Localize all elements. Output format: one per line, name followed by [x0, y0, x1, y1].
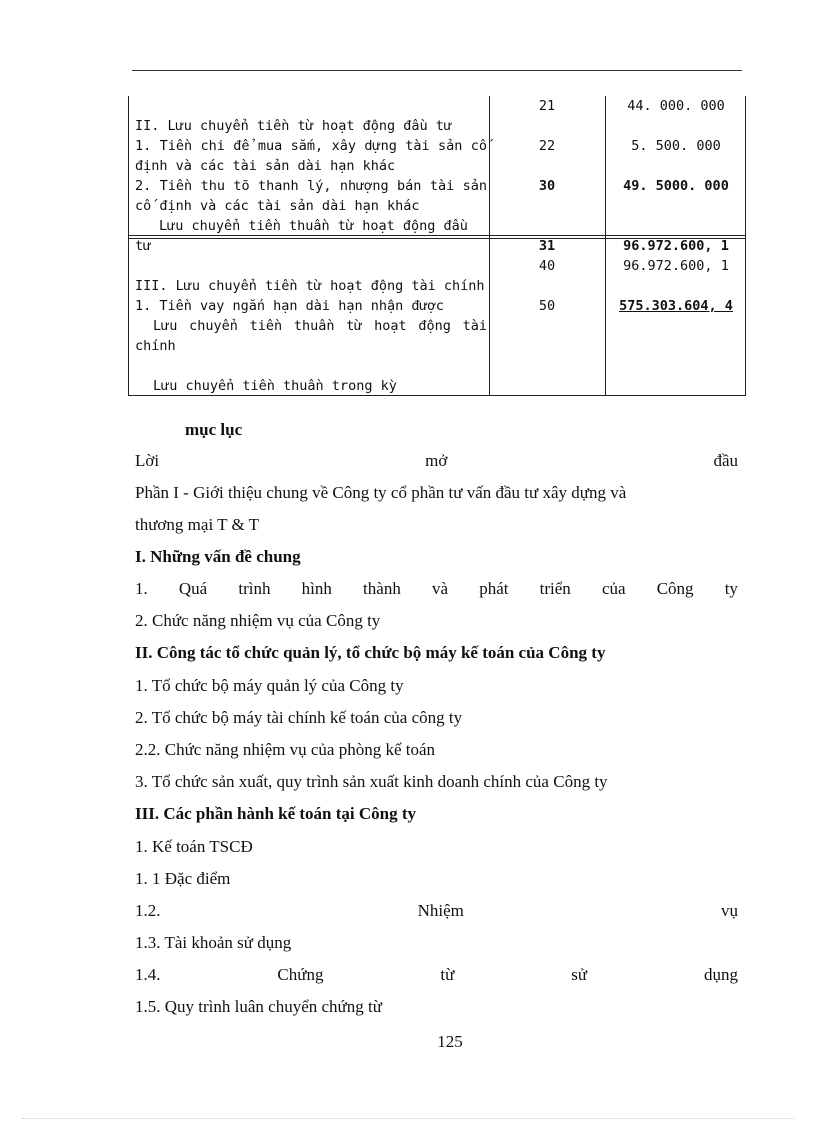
- toc-heading: mục lục: [185, 420, 243, 439]
- toc-word: từ: [440, 965, 455, 984]
- toc-word: 1.2.: [135, 901, 161, 920]
- toc-word: sử: [571, 965, 588, 984]
- table-cell-description: Lưu chuyển tiền thuần từ hoạt động tài chính: [135, 318, 487, 354]
- cash-flow-table: [128, 96, 746, 396]
- table-cell-code: 31: [538, 238, 556, 254]
- toc-word: Lời: [135, 451, 160, 470]
- toc-word: 1.4.: [135, 965, 161, 984]
- toc-word: Quá: [178, 579, 208, 598]
- toc-word: 1.: [135, 579, 148, 598]
- toc-section-3: III. Các phần hành kế toán tại Công ty: [135, 804, 417, 823]
- toc-section-3-item-3: [135, 899, 738, 923]
- toc-word: Chứng: [277, 965, 324, 984]
- toc-section-1-item-1: [135, 577, 738, 601]
- toc-section-3-item-6: 1.5. Quy trình luân chuyển chứng từ: [135, 997, 382, 1016]
- table-cell-description: 1. Tiền chi để mua sắm, xây dựng tài sản cố định và các tài sản dài hạn khác: [135, 138, 487, 174]
- toc-word: mở: [425, 451, 448, 470]
- table-cell-code: 50: [538, 298, 556, 314]
- toc-word: và: [431, 579, 449, 598]
- toc-word: ty: [724, 579, 738, 598]
- toc-section-3-item-2: 1. 1 Đặc điểm: [135, 869, 231, 888]
- toc-section-1: I. Những vấn đề chung: [135, 547, 301, 566]
- table-cell-description: Lưu chuyển tiền thuần từ hoạt động đầu: [159, 218, 468, 234]
- table-cell-description: Lưu chuyển tiền thuần trong kỳ: [153, 378, 397, 394]
- toc-part1-line2: thương mại T & T: [135, 515, 259, 534]
- toc-word: triển: [539, 579, 571, 598]
- table-border-left: [128, 96, 129, 396]
- toc-section-3-item-1: 1. Kế toán TSCĐ: [135, 837, 253, 856]
- table-cell-amount: 44. 000. 000: [627, 98, 725, 114]
- toc-word: trình: [238, 579, 271, 598]
- table-cell-code: 40: [538, 258, 556, 274]
- toc-word: thành: [363, 579, 401, 598]
- toc-word: dụng: [703, 965, 738, 984]
- table-cell-description: II. Lưu chuyển tiền từ hoạt động đầu tư: [135, 118, 452, 134]
- table-cell-code: 22: [538, 138, 556, 154]
- page-bottom-rule: [22, 1118, 794, 1119]
- table-cell-amount: 5. 500. 000: [631, 138, 721, 154]
- page-number: 125: [437, 1032, 463, 1051]
- toc-intro: [135, 449, 738, 473]
- toc-word: Công: [656, 579, 694, 598]
- toc-word: hình: [301, 579, 332, 598]
- toc-section-3-item-4: 1.3. Tài khoản sử dụng: [135, 933, 292, 952]
- toc-section-2: II. Công tác tổ chức quản lý, tổ chức bộ máy kế toán của Công ty: [135, 643, 606, 662]
- toc-word: Nhiệm: [417, 901, 464, 920]
- table-cell-description: 1. Tiền vay ngắn hạn dài hạn nhận được: [135, 298, 444, 314]
- table-cell-description: tư: [135, 238, 152, 254]
- table-cell-amount: 575.303.604, 4: [619, 298, 733, 314]
- toc-section-2-item-2: 2. Tổ chức bộ máy tài chính kế toán của công ty: [135, 708, 463, 727]
- toc-section-2-item-4: 3. Tổ chức sản xuất, quy trình sản xuất kinh doanh chính của Công ty: [135, 772, 608, 791]
- header-rule: [132, 70, 742, 71]
- table-cell-description: III. Lưu chuyển tiền từ hoạt động tài chính: [135, 278, 485, 294]
- table-cell-amount: 96.972.600, 1: [623, 258, 729, 274]
- table-cell-code: 30: [538, 178, 556, 194]
- table-cell-code: 21: [538, 98, 556, 114]
- toc-part1-line1: Phần I - Giới thiệu chung về Công ty cổ phần tư vấn đầu tư xây dựng và: [135, 483, 627, 502]
- toc-section-1-item-2: 2. Chức năng nhiệm vụ của Công ty: [135, 611, 381, 630]
- toc-section-2-item-1: 1. Tổ chức bộ máy quản lý của Công ty: [135, 676, 404, 695]
- toc-word: của: [601, 579, 626, 598]
- toc-word: đầu: [713, 451, 738, 470]
- table-cell-amount: 49. 5000. 000: [623, 178, 729, 194]
- toc-section-2-item-3: 2.2. Chức năng nhiệm vụ của phòng kế toán: [135, 740, 436, 759]
- table-cell-amount: 96.972.600, 1: [623, 238, 729, 254]
- toc-word: phát: [479, 579, 509, 598]
- table-cell-description: 2. Tiền thu tõ thanh lý, nhượng bán tài sản cố định và các tài sản dài hạn khác: [135, 178, 487, 214]
- toc-word: vụ: [721, 901, 738, 920]
- toc-section-3-item-5: [135, 963, 738, 987]
